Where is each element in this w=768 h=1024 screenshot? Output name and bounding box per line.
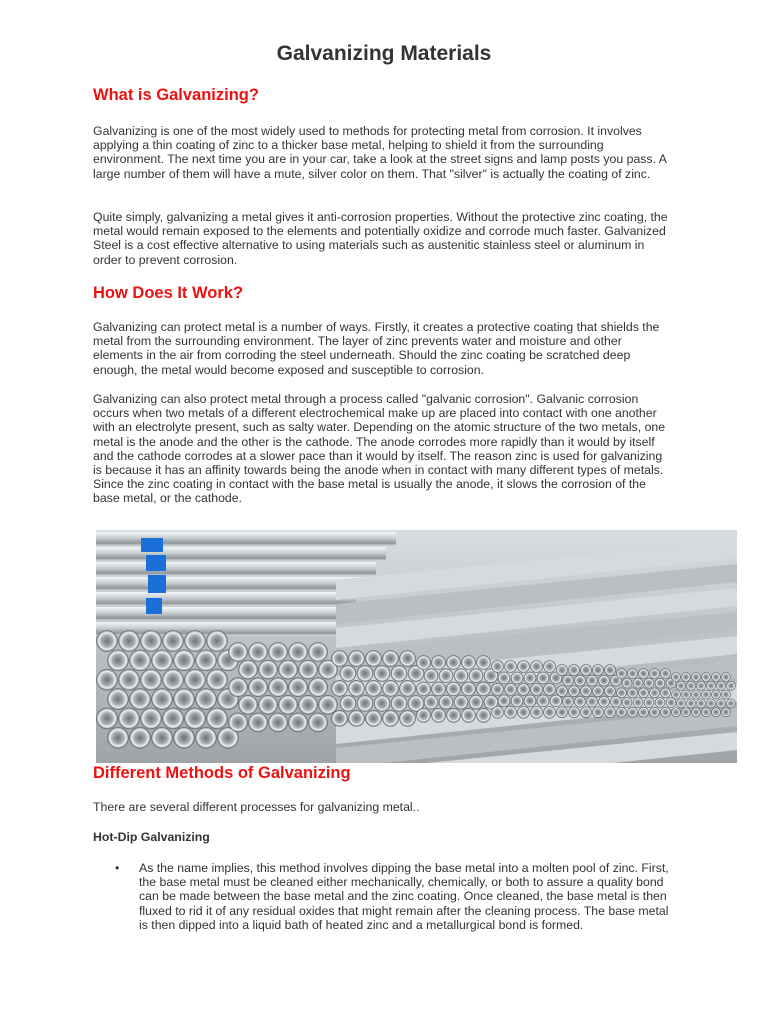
pipe-end [432, 708, 446, 722]
pipe-end [505, 661, 517, 673]
pipe-end [424, 695, 438, 709]
pipe-end [454, 695, 468, 709]
pipe-end [249, 678, 268, 697]
pipe-end [309, 713, 328, 732]
pipe-end [185, 708, 206, 729]
pipe-end [349, 651, 365, 667]
pipe-end [309, 643, 328, 662]
paragraph-intro-1: Galvanizing is one of the most widely used to methods for protecting metal from corrosion. It involves applying a thin coating of zinc to a thicker base metal, helping to shield it from the surrounding environment. The next time you are in your car, take a look at the street signs and lamp posts you pass. A large number of them will have a mute, silver color on them. That "silver" is actually the coating of zinc. [93, 124, 667, 181]
pipe-end [544, 661, 556, 673]
pipe-end [505, 683, 517, 695]
pipe-end [544, 706, 556, 718]
pipe-end [650, 669, 660, 679]
pipe-body [96, 547, 386, 561]
blue-tape-mark [141, 538, 163, 552]
pipe-end [722, 690, 731, 699]
pipe-end [289, 713, 308, 732]
pipe-end [712, 708, 721, 717]
pipe-end [498, 695, 510, 707]
pipe-end [141, 631, 162, 652]
pipe-end [650, 707, 660, 717]
pipe-end [569, 707, 580, 718]
pipe-end [661, 669, 671, 679]
pipe-end [299, 695, 318, 714]
pipe-end [207, 708, 228, 729]
pipe-end [289, 643, 308, 662]
pipe-end [374, 665, 390, 681]
pipe-end [462, 682, 476, 696]
heading-what-is-galvanizing: What is Galvanizing? [93, 86, 259, 104]
pipe-end [727, 681, 736, 690]
pipe-end [97, 708, 118, 729]
paragraph-intro-2: Quite simply, galvanizing a metal gives it anti-corrosion properties. Without the protective zinc coating, the metal would remain exposed to the elements and potentially oxidize and corrode much faster. Galvanized Steel is a cost effective alternative to using materials such as austenitic stainless steel or aluminum in order to prevent corrosion. [93, 210, 668, 267]
pipe-end [707, 699, 716, 708]
pipe-end [661, 707, 671, 717]
pipe-end [259, 695, 278, 714]
pipe-end [697, 681, 706, 690]
pipe-end [644, 678, 654, 688]
pipe-end [152, 650, 173, 671]
pipe-end [581, 665, 592, 676]
pipe-end [447, 656, 461, 670]
pipe-end [727, 699, 736, 708]
pipe-end [628, 688, 638, 698]
blue-tape-mark [146, 555, 166, 571]
pipe-end [349, 710, 365, 726]
pipe-end [524, 672, 536, 684]
pipe-end [498, 672, 510, 684]
pipe-end [432, 656, 446, 670]
pipe-end [492, 706, 504, 718]
pipe-end [174, 650, 195, 671]
pipe-end [349, 680, 365, 696]
pipe-end [332, 680, 348, 696]
pipe-end [511, 672, 523, 684]
pipe-end [141, 669, 162, 690]
pipe-end [677, 699, 686, 708]
pipe-end [622, 678, 632, 688]
pipe-end [511, 695, 523, 707]
pipe-end [152, 689, 173, 710]
pipe-end [722, 673, 731, 682]
pipe-end [518, 706, 530, 718]
pipe-end [462, 656, 476, 670]
pipe-end [163, 708, 184, 729]
pipe-end [702, 708, 711, 717]
pipe-end [692, 673, 701, 682]
pipe-end [340, 665, 356, 681]
pipe-end [587, 675, 598, 686]
pipe-end [309, 678, 328, 697]
pipe-end [569, 665, 580, 676]
pipe-end [712, 690, 721, 699]
pipe-end [229, 713, 248, 732]
pipe-end [417, 656, 431, 670]
pipe-end [717, 699, 726, 708]
pipe-end [599, 675, 610, 686]
pipe-end [563, 696, 574, 707]
pipe-end [400, 680, 416, 696]
pipe-end [593, 665, 604, 676]
pipe-end [383, 710, 399, 726]
pipe-end [207, 669, 228, 690]
pipe-end [639, 669, 649, 679]
pipe-end [439, 669, 453, 683]
pipe-end [299, 660, 318, 679]
pipe-body [96, 592, 356, 606]
pipe-end [569, 686, 580, 697]
pipe-end [400, 710, 416, 726]
pipe-end [692, 690, 701, 699]
pipe-end [682, 690, 691, 699]
methods-bullet-list [93, 861, 673, 932]
pipe-end [469, 695, 483, 709]
pipe-end [249, 713, 268, 732]
pipe-end [717, 681, 726, 690]
pipe-end [447, 708, 461, 722]
pipe-end [524, 695, 536, 707]
pipe-end [269, 678, 288, 697]
pipe-end [130, 727, 151, 748]
pipe-end [185, 631, 206, 652]
pipe-end [687, 699, 696, 708]
pipe-end [557, 707, 568, 718]
pipe-end [97, 669, 118, 690]
pipe-end [357, 665, 373, 681]
pipe-end [655, 698, 665, 708]
pipe-end [119, 708, 140, 729]
heading-different-methods: Different Methods of Galvanizing [93, 764, 351, 782]
pipe-end [682, 708, 691, 717]
pipe-end [229, 678, 248, 697]
pipe-end [655, 678, 665, 688]
pipe-end [697, 699, 706, 708]
pipe-body [96, 607, 346, 621]
pipe-end [119, 631, 140, 652]
pipe-end [692, 708, 701, 717]
pipe-end [687, 681, 696, 690]
pipe-end [605, 686, 616, 697]
pipe-end [289, 678, 308, 697]
pipe-end [400, 651, 416, 667]
pipe-end [544, 683, 556, 695]
pipe-end [617, 707, 627, 717]
pipe-end [439, 695, 453, 709]
pipe-end [531, 683, 543, 695]
pipe-end [477, 682, 491, 696]
pipe-end [581, 707, 592, 718]
pipe-end [672, 673, 681, 682]
pipe-end [417, 708, 431, 722]
paragraph-methods-intro: There are several different processes for galvanizing metal.. [93, 800, 420, 814]
pipe-end [432, 682, 446, 696]
list-item [93, 861, 673, 932]
pipe-end [196, 650, 217, 671]
pipe-end [108, 650, 129, 671]
pipe-end [391, 695, 407, 711]
heading-how-does-it-work: How Does It Work? [93, 284, 244, 302]
pipe-end [672, 708, 681, 717]
pipe-end [575, 696, 586, 707]
pipe-end [712, 673, 721, 682]
pipe-end [702, 690, 711, 699]
paragraph-how-2: Galvanizing can also protect metal through a process called "galvanic corrosion". Galvanic corrosion occurs when two metals of a different electrochemical make up are placed into contact with one another with an electrolyte present, such as salty water. Depending on the atomic structure of the two metals, one metal is the anode and the other is the cathode. The anode corrodes more rapidly than it would by itself and the cathode corrodes at a slower pace than it would by itself. The reason zinc is used for galvanizing is because it has an affinity towards being the anode when in contact with many different types of metals. Since the zinc coating in contact with the base metal is usually the anode, it slows the corrosion of the base metal, or the cathode. [93, 392, 666, 506]
pipe-end [454, 669, 468, 683]
pipe-end [383, 651, 399, 667]
pipe-body [96, 577, 366, 591]
pipe-end [196, 727, 217, 748]
pipe-end [269, 643, 288, 662]
pipe-end [672, 690, 681, 699]
pipe-end [492, 661, 504, 673]
pipe-end [185, 669, 206, 690]
pipe-end [196, 689, 217, 710]
pipe-end [119, 669, 140, 690]
pipe-end [722, 708, 731, 717]
pipe-end [424, 669, 438, 683]
pipe-end [108, 689, 129, 710]
pipe-end [391, 665, 407, 681]
pipe-end [557, 665, 568, 676]
pipe-end [462, 708, 476, 722]
pipe-end [108, 727, 129, 748]
pipe-end [505, 706, 517, 718]
pipe-end [417, 682, 431, 696]
pipe-end [633, 678, 643, 688]
pipe-end [707, 681, 716, 690]
pipe-end [332, 651, 348, 667]
pipe-end [518, 661, 530, 673]
pipe-end [639, 688, 649, 698]
pipe-end [531, 706, 543, 718]
pipe-end [682, 673, 691, 682]
pipe-end [617, 669, 627, 679]
pipe-end [593, 707, 604, 718]
list-item-text: As the name implies, this method involves dipping the base metal into a molten pool of zinc. First, the base metal must be cleaned either mechanically, chemically, or both to assure a quality bond can be made between the base metal and the zinc coating. Once cleaned, the base metal is then fluxed to rid it of any residual oxides that might remain after the cleaning process. The base metal is then dipped into a liquid bath of heated zinc and a metallurgical bond is formed. [139, 861, 669, 932]
pipe-end [581, 686, 592, 697]
pipe-end [492, 683, 504, 695]
pipe-end [477, 656, 491, 670]
pipe-end [633, 698, 643, 708]
pipe-end [259, 660, 278, 679]
pipe-end [383, 680, 399, 696]
pipe-end [357, 695, 373, 711]
pipe-end [537, 695, 549, 707]
pipe-end [319, 695, 338, 714]
pipe-end [677, 681, 686, 690]
bullet-icon: • [115, 861, 120, 875]
pipe-end [605, 665, 616, 676]
paragraph-how-1: Galvanizing can protect metal is a number of ways. Firstly, it creates a protective coating that shields the metal from the surrounding environment. The layer of zinc prevents water and moisture and other elements in the air from corroding the steel underneath. Should the zinc coating be scratched deep enough, the metal would become exposed and susceptible to corrosion. [93, 320, 660, 377]
pipe-end [163, 669, 184, 690]
pipe-end [207, 631, 228, 652]
blue-tape-mark [148, 575, 166, 593]
pipe-end [593, 686, 604, 697]
pipe-body [96, 562, 376, 576]
pipe-end [518, 683, 530, 695]
pipe-end [587, 696, 598, 707]
pipe-end [477, 708, 491, 722]
pipe-end [279, 660, 298, 679]
pipe-end [650, 688, 660, 698]
pipe-end [239, 695, 258, 714]
pipe-end [366, 710, 382, 726]
pipe-end [130, 689, 151, 710]
pipe-end [469, 669, 483, 683]
subheading-hot-dip: Hot-Dip Galvanizing [93, 830, 210, 844]
pipe-end [174, 689, 195, 710]
pipe-end [332, 710, 348, 726]
pipe-end [563, 675, 574, 686]
pipe-end [174, 727, 195, 748]
pipe-end [702, 673, 711, 682]
pipe-end [229, 643, 248, 662]
pipe-end [537, 672, 549, 684]
pipe-end [374, 695, 390, 711]
galvanized-pipes-photo [96, 530, 737, 763]
pipe-end [366, 651, 382, 667]
pipe-end [628, 669, 638, 679]
pipe-end [622, 698, 632, 708]
pipe-end [239, 660, 258, 679]
pipe-end [279, 695, 298, 714]
blue-tape-mark [146, 598, 162, 614]
pipe-end [152, 727, 173, 748]
pipe-end [639, 707, 649, 717]
pipe-end [661, 688, 671, 698]
pipe-end [340, 695, 356, 711]
pipe-end [447, 682, 461, 696]
pipe-end [557, 686, 568, 697]
pipe-end [599, 696, 610, 707]
pipe-end [575, 675, 586, 686]
page-title: Galvanizing Materials [276, 42, 492, 65]
pipe-end [163, 631, 184, 652]
pipe-end [366, 680, 382, 696]
pipe-end [628, 707, 638, 717]
pipe-end [130, 650, 151, 671]
pipe-end [644, 698, 654, 708]
pipe-end [141, 708, 162, 729]
pipe-end [249, 643, 268, 662]
pipe-end [531, 661, 543, 673]
pipe-end [605, 707, 616, 718]
pipe-end [97, 631, 118, 652]
pipe-end [269, 713, 288, 732]
pipe-end [617, 688, 627, 698]
